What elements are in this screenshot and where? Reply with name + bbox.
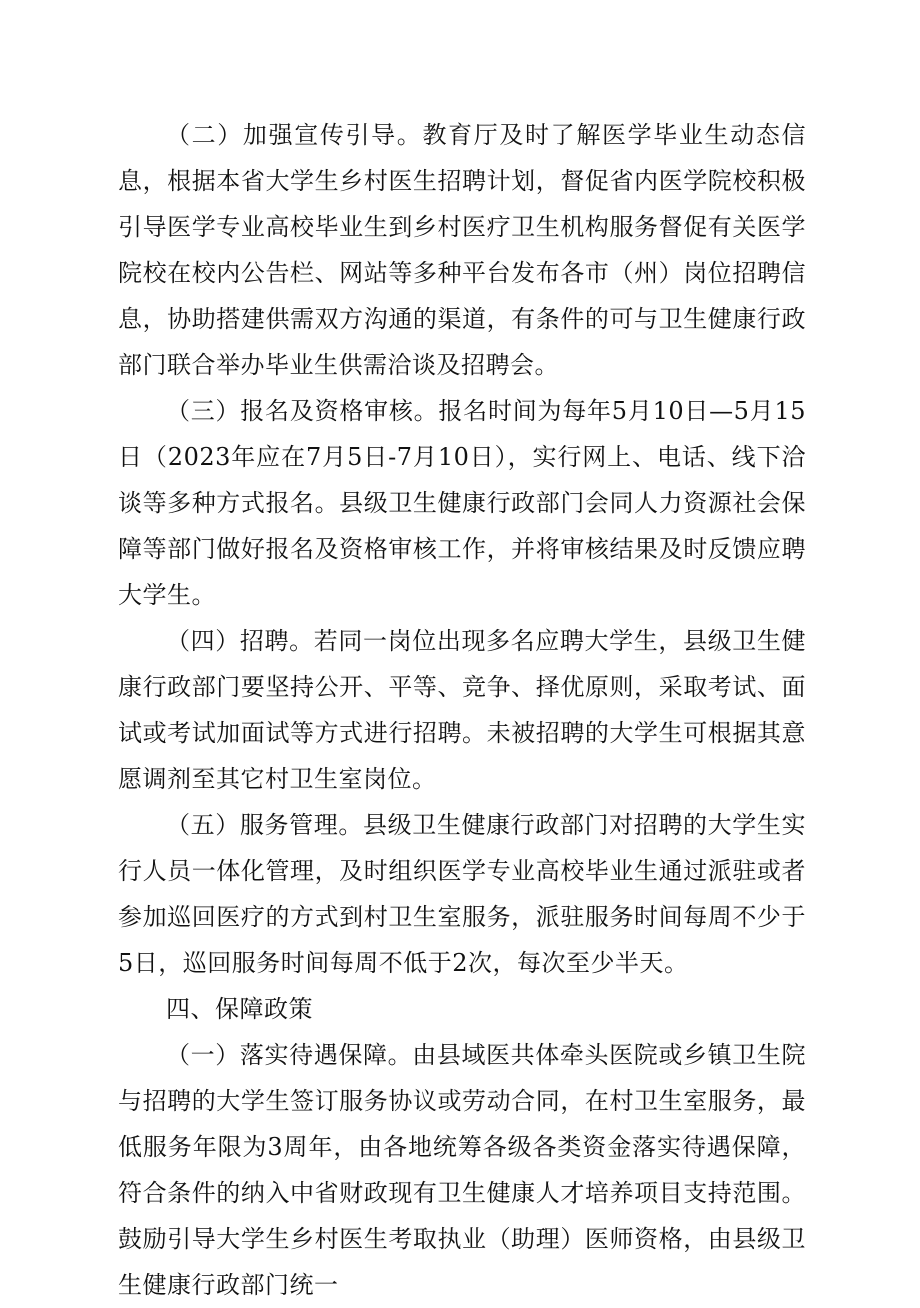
paragraph-treatment-guarantee: （一）落实待遇保障。由县域医共体牵头医院或乡镇卫生院与招聘的大学生签订服务协议或劳动合同，在村卫生室服务，最低服务年限为3周年，由各地统筹各级各类资金落实待遇保障，符合条件的纳入中省财政现有卫生健康人才培养项目支持范围。鼓励引导大学生乡村医生考取执业（助理）医师资格，由县级卫生健康行政部门统一 (118, 1041, 806, 1299)
paragraph-service-management: （五）服务管理。县级卫生健康行政部门对招聘的大学生实行人员一体化管理，及时组织医学专业高校毕业生通过派驻或者参加巡回医疗的方式到村卫生室服务，派驻服务时间每周不少于5日，巡回服务时间每周不低于2次，每次至少半天。 (118, 811, 806, 977)
paragraph-registration: （三）报名及资格审核。报名时间为每年5月10日—5月15日（2023年应在7月5日-7月10日），实行网上、电话、线下洽谈等多种方式报名。县级卫生健康行政部门会同人力资源社会保障等部门做好报名及资格审核工作，并将审核结果及时反馈应聘大学生。 (118, 397, 806, 609)
section-heading-guarantee-policy: 四、保障政策 (166, 995, 313, 1023)
document-page (118, 112, 806, 1308)
paragraph-recruitment: （四）招聘。若同一岗位出现多名应聘大学生，县级卫生健康行政部门要坚持公开、平等、竞争、择优原则，采取考试、面试或考试加面试等方式进行招聘。未被招聘的大学生可根据其意愿调剂至其它村卫生室岗位。 (118, 627, 806, 793)
paragraph-publicity: （二）加强宣传引导。教育厅及时了解医学毕业生动态信息，根据本省大学生乡村医生招聘计划，督促省内医学院校积极引导医学专业高校毕业生到乡村医疗卫生机构服务督促有关医学院校在校内公告栏、网站等多种平台发布各市（州）岗位招聘信息，协助搭建供需双方沟通的渠道，有条件的可与卫生健康行政部门联合举办毕业生供需洽谈及招聘会。 (118, 121, 806, 379)
